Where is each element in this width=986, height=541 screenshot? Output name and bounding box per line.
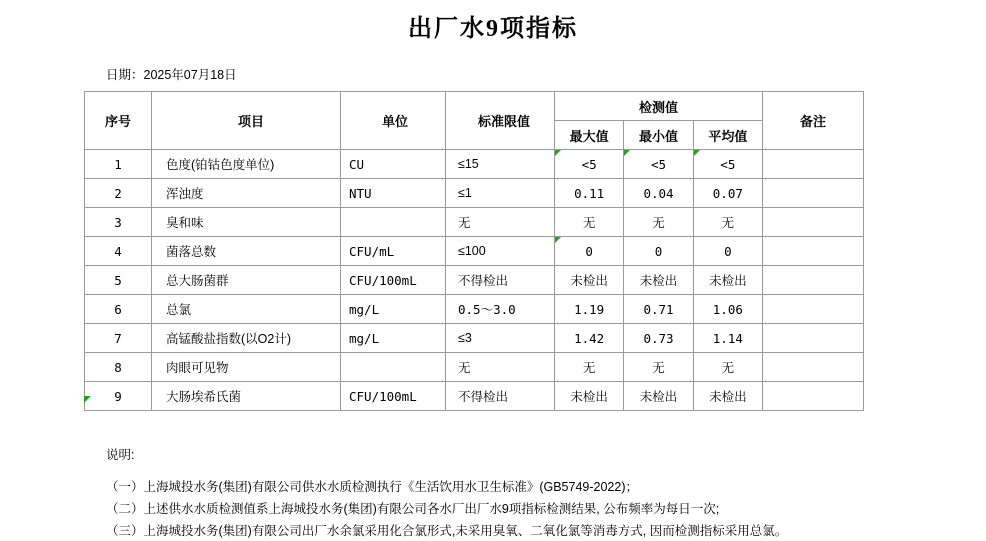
cell-max: 未检出 — [555, 266, 624, 295]
water-quality-table — [84, 91, 864, 411]
cell-min: 0.71 — [624, 295, 693, 324]
cell-index: 5 — [85, 266, 152, 295]
cell-item: 色度(铂钴色度单位) — [152, 150, 341, 179]
notes-heading: 说明: — [106, 448, 135, 462]
cell-index: 2 — [85, 179, 152, 208]
cell-item: 大肠埃希氏菌 — [152, 382, 341, 411]
cell-avg: 0.07 — [693, 179, 762, 208]
cell-avg: 0 — [693, 237, 762, 266]
cell-min: 未检出 — [624, 382, 693, 411]
cell-remark — [763, 179, 864, 208]
cell-item: 肉眼可见物 — [152, 353, 341, 382]
report-date: 日期：2025年07月18日 — [106, 68, 237, 82]
cell-remark — [763, 150, 864, 179]
cell-item: 总大肠菌群 — [152, 266, 341, 295]
cell-remark — [763, 295, 864, 324]
cell-max: 1.42 — [555, 324, 624, 353]
cell-limit: ≤100 — [446, 237, 555, 266]
cell-avg: 未检出 — [693, 266, 762, 295]
cell-unit: mg/L — [341, 324, 446, 353]
header-item: 项目 — [152, 92, 341, 150]
notes-section — [106, 445, 986, 541]
header-index: 序号 — [85, 92, 152, 150]
cell-unit: CFU/100mL — [341, 382, 446, 411]
green-corner-marker-icon — [84, 396, 91, 403]
header-remark: 备注 — [763, 92, 864, 150]
header-min: 最小值 — [624, 121, 693, 150]
cell-max: 0.11 — [555, 179, 624, 208]
header-max: 最大值 — [555, 121, 624, 150]
table-row — [85, 295, 864, 324]
cell-min: <5 — [624, 150, 693, 179]
header-limit: 标准限值 — [446, 92, 555, 150]
cell-min: 0.04 — [624, 179, 693, 208]
cell-unit: CFU/100mL — [341, 266, 446, 295]
header-avg: 平均值 — [693, 121, 762, 150]
cell-limit: 0.5～3.0 — [446, 295, 555, 324]
table-row — [85, 382, 864, 411]
cell-min: 0.73 — [624, 324, 693, 353]
cell-item: 菌落总数 — [152, 237, 341, 266]
cell-avg: 1.06 — [693, 295, 762, 324]
cell-max: 无 — [555, 353, 624, 382]
table-row — [85, 353, 864, 382]
table-row — [85, 324, 864, 353]
cell-item: 臭和味 — [152, 208, 341, 237]
cell-max: 未检出 — [555, 382, 624, 411]
cell-index: 3 — [85, 208, 152, 237]
cell-remark — [763, 324, 864, 353]
table-row — [85, 150, 864, 179]
cell-avg: 无 — [693, 353, 762, 382]
cell-unit: NTU — [341, 179, 446, 208]
cell-remark — [763, 208, 864, 237]
cell-index: 6 — [85, 295, 152, 324]
note-line-2: （二）上述供水水质检测值系上海城投水务(集团)有限公司各水厂出厂水9项指标检测结果, 公布频率为每日一次; — [106, 502, 720, 516]
cell-max: 无 — [555, 208, 624, 237]
cell-item: 总氯 — [152, 295, 341, 324]
cell-avg: <5 — [693, 150, 762, 179]
cell-unit: mg/L — [341, 295, 446, 324]
cell-index: 8 — [85, 353, 152, 382]
cell-avg: 未检出 — [693, 382, 762, 411]
cell-limit: 不得检出 — [446, 382, 555, 411]
cell-min: 无 — [624, 208, 693, 237]
note-line-1: （一）上海城投水务(集团)有限公司供水水质检测执行《生活饮用水卫生标准》(GB5749-2022)； — [106, 480, 638, 494]
cell-remark — [763, 237, 864, 266]
note-line-3: （三）上海城投水务(集团)有限公司出厂水余氯采用化合氯形式,未采用臭氧、二氧化氯等消毒方式, 因而检测指标采用总氯。 — [106, 524, 788, 538]
cell-min: 无 — [624, 353, 693, 382]
cell-avg: 无 — [693, 208, 762, 237]
cell-item: 浑浊度 — [152, 179, 341, 208]
table-row — [85, 237, 864, 266]
cell-index: 4 — [85, 237, 152, 266]
table-row — [85, 208, 864, 237]
cell-remark — [763, 266, 864, 295]
cell-unit: CFU/mL — [341, 237, 446, 266]
cell-min: 未检出 — [624, 266, 693, 295]
cell-max: <5 — [555, 150, 624, 179]
page-title: 出厂水9项指标 — [408, 16, 578, 42]
cell-index: 7 — [85, 324, 152, 353]
header-measured-group: 检测值 — [555, 92, 763, 121]
cell-limit: ≤1 — [446, 179, 555, 208]
table-row — [85, 179, 864, 208]
cell-max: 0 — [555, 237, 624, 266]
cell-max: 1.19 — [555, 295, 624, 324]
cell-avg: 1.14 — [693, 324, 762, 353]
cell-unit — [341, 208, 446, 237]
cell-unit: CU — [341, 150, 446, 179]
cell-limit: ≤15 — [446, 150, 555, 179]
cell-remark — [763, 353, 864, 382]
cell-index: 9 — [85, 382, 152, 411]
table-header-row-1 — [85, 92, 864, 121]
table-row — [85, 266, 864, 295]
cell-index: 1 — [85, 150, 152, 179]
cell-limit: 无 — [446, 208, 555, 237]
cell-min: 0 — [624, 237, 693, 266]
cell-limit: 不得检出 — [446, 266, 555, 295]
header-unit: 单位 — [341, 92, 446, 150]
cell-unit — [341, 353, 446, 382]
cell-limit: 无 — [446, 353, 555, 382]
cell-limit: ≤3 — [446, 324, 555, 353]
cell-remark — [763, 382, 864, 411]
cell-item: 高锰酸盐指数(以O2计) — [152, 324, 341, 353]
